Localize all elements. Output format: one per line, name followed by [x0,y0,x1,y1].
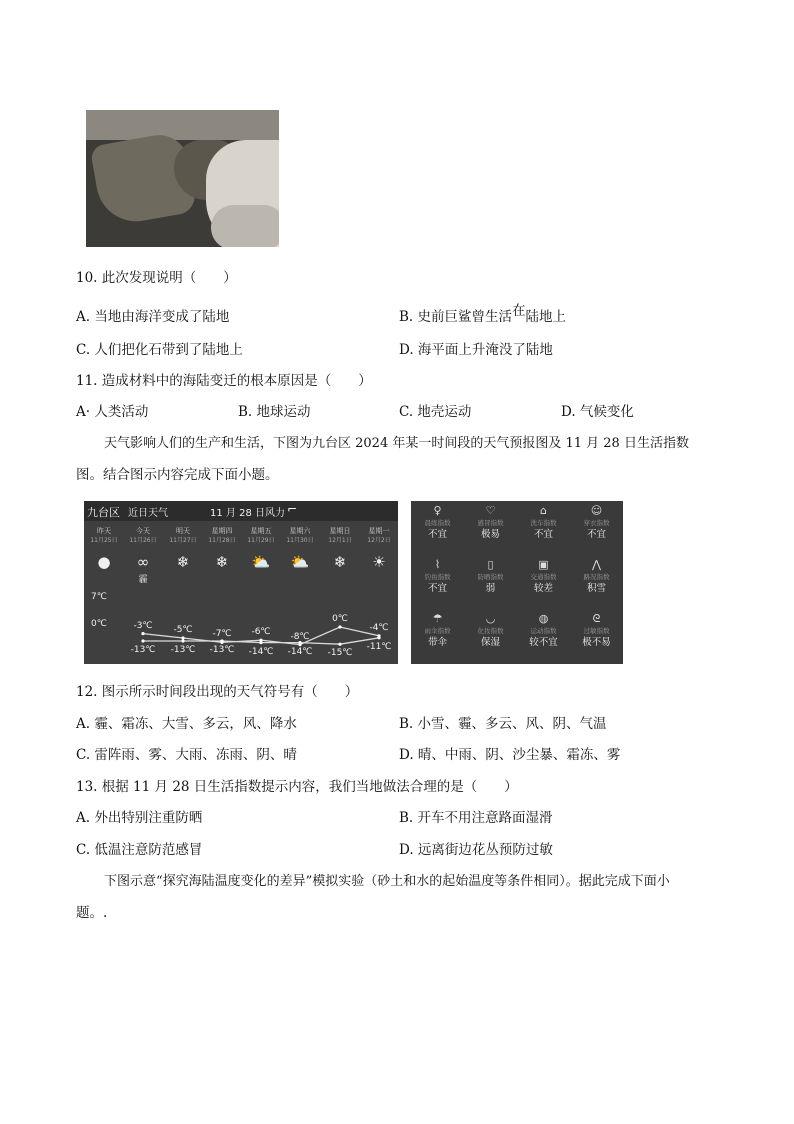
umbrella-icon: ☂ [432,612,443,625]
day-name: 星期日 [329,527,351,535]
life-index-cell [464,555,517,609]
high-temp-label: -5℃ [173,625,193,635]
life-index-value: 较不宜 [529,637,558,648]
day-name: 星期四 [211,527,233,535]
q11-option-c: C. 地壳运动 [399,404,472,420]
traffic-icon: ▣ [538,558,549,571]
low-temp-label: -13℃ [170,645,196,655]
life-index-name: 过敏指数 [583,627,610,635]
partly-cloudy-icon: ⛅ [251,553,271,571]
day-name: 星期六 [289,527,311,535]
forecast-day [164,527,202,545]
low-temp-label: -13℃ [130,645,156,655]
q12-option-d: D. 晴、中雨、阴、沙尘暴、霜冻、雾 [399,747,621,763]
low-temp-label: -14℃ [248,646,274,657]
question-11: 11. 造成材料中的海陆变迁的根本原因是（ ） [76,373,372,389]
wind-label: 11 月 28 日风力 [210,508,285,519]
intro-paragraph-line2: 图。结合图示内容完成下面小题。 [76,467,279,483]
experiment-intro-line1: 下图示意“探究海陆温度变化的差异”模拟实验（砂土和水的起始温度等条件相同）。据此完成下面小 [104,874,670,889]
day-date: 11月27日 [169,537,197,544]
life-index-name: 钓鱼指数 [424,573,451,581]
life-index-cell [464,609,517,663]
life-index-name: 晨练指数 [424,519,451,527]
low-temp-point [338,643,341,646]
forecast-day [281,527,319,545]
life-index-cell [517,555,570,609]
low-temp-point [377,636,380,639]
day-date: 11月26日 [129,537,157,544]
question-10: 10. 此次发现说明（ ） [76,270,237,286]
exercise-icon: ♀ [433,504,442,517]
life-index-cell [464,501,517,555]
high-temp-label: -8℃ [290,631,310,642]
life-index-name: 化妆指数 [477,627,504,635]
experiment-intro-line2: 题。. [76,905,108,921]
forecast-day [203,527,241,545]
low-temp-label: -13℃ [209,645,235,655]
allergy-icon: ᘓ [592,612,601,625]
q10-option-b: B. 史前巨鲨曾生活在陆地上 [399,303,567,325]
question-13: 13. 根据 11 月 28 日生活指数提示内容，我们当地做法合理的是（ ） [76,779,518,795]
life-index-cell [570,609,623,663]
makeup-icon: ◡ [485,612,496,625]
intro-paragraph-line1: 天气影响人们的生产和生活，下图为九台区 2024 年某一时间段的天气预报图及 11 月 28 日生活指数 [104,436,689,451]
life-index-name: 运动指数 [530,627,557,635]
health-icon: ♡ [485,504,496,517]
day-name: 昨天 [97,527,111,535]
q13-option-d: D. 远离街边花丛预防过敏 [399,842,553,858]
wind-flag-icon: ⌐ [287,502,298,516]
high-temp-point [141,632,144,635]
high-temp-label: -6℃ [251,627,271,638]
low-temp-label: -14℃ [287,646,313,657]
cloudy-icon: ● [97,553,111,571]
life-index-value: 不宜 [427,583,447,594]
life-index-name: 洗车指数 [530,519,557,527]
question-12: 12. 图示所示时间段出现的天气符号有（ ） [76,684,359,700]
high-temp-point [181,636,184,639]
sunscreen-icon: ▯ [487,558,494,571]
q10-option-c: C. 人们把化石带到了陆地上 [76,342,243,358]
day-date: 11月30日 [286,537,314,544]
forecast-day [124,527,162,545]
day-name: 星期五 [250,527,272,535]
q12-option-b: B. 小雪、霾、多云、风、阴、气温 [399,716,607,732]
car-wash-icon: ⌂ [540,504,547,517]
q10-option-d: D. 海平面上升淹没了陆地 [399,342,553,358]
life-index-value: 积雪 [586,583,606,594]
life-index-value: 极易 [480,529,500,540]
life-index-name: 防晒指数 [477,573,504,581]
day-date: 12月1日 [328,537,352,544]
activity-icon: ◍ [538,612,549,625]
q11-option-d: D. 气候变化 [561,404,634,420]
day-date: 11月28日 [208,537,236,544]
life-index-cell [411,555,464,609]
life-index-value: 较差 [533,583,553,594]
fossil-photo [86,110,279,247]
road-icon: ⋀ [591,558,602,571]
axis-label-bottom: 0℃ [91,619,107,629]
life-index-value: 不宜 [533,529,553,540]
low-temp-point [220,639,223,642]
day-name: 明天 [176,527,190,535]
q12-option-c: C. 雷阵雨、雾、大雨、冻雨、阴、晴 [76,747,297,763]
forecast-day [242,527,280,545]
low-temp-label: -11℃ [366,641,392,652]
axis-label-top: 7℃ [91,592,107,602]
life-index-value: 弱 [485,583,496,594]
low-temp-point [259,641,262,644]
high-temp-label: -3℃ [133,620,153,631]
life-index-value: 极不易 [582,637,611,648]
day-name: 今天 [136,527,150,535]
day-date: 11月29日 [247,537,275,544]
forecast-day [360,527,398,545]
life-index-cell [517,501,570,555]
low-temp-point [181,639,184,642]
high-temp-label: -7℃ [212,629,232,640]
q11-option-b: B. 地球运动 [238,404,311,420]
life-index-cell [570,555,623,609]
snow-icon: ❄ [176,553,190,571]
day-date: 11月25日 [90,537,118,544]
weather-forecast-panel [84,501,398,664]
weather-subtitle: 近日天气 [128,508,168,519]
q10-option-a: A. 当地由海洋变成了陆地 [76,309,230,325]
life-index-name: 雨伞指数 [424,627,451,635]
haze-label: 霾 [138,575,148,585]
forecast-day [85,527,123,545]
day-date: 12月2日 [367,537,391,544]
partly-cloudy-icon: ⛅ [290,553,310,571]
life-index-name: 路况指数 [583,573,610,581]
life-index-name: 交通指数 [530,573,557,581]
life-index-cell [411,501,464,555]
snow-icon: ❄ [333,553,347,571]
fishing-icon: ⌇ [434,558,441,571]
life-index-value: 不宜 [586,529,606,540]
life-index-cell [570,501,623,555]
high-temp-label: 0℃ [332,614,348,624]
q13-option-a: A. 外出特别注重防晒 [76,810,203,826]
life-index-value: 不宜 [427,529,447,540]
weather-location: 九台区 [87,506,120,519]
q11-option-a: A· 人类活动 [76,404,149,420]
snow-icon: ❄ [215,553,229,571]
life-index-value: 带伞 [427,637,447,648]
q12-option-a: A. 霾、霜冻、大雪、多云，风、降水 [76,716,297,732]
low-temp-point [141,639,144,642]
high-temp-label: -4℃ [369,622,389,633]
life-index-name: 感冒指数 [477,519,504,527]
low-temp-label: -15℃ [327,648,353,659]
q13-option-c: C. 低温注意防范感冒 [76,842,203,858]
life-index-panel [411,501,623,664]
high-temp-point [338,625,341,628]
sun-icon: ☀ [372,553,386,571]
life-index-cell [411,609,464,663]
life-index-cell [517,609,570,663]
life-index-name: 穿衣指数 [583,519,610,527]
life-index-value: 保湿 [480,637,500,648]
forecast-day [321,527,359,545]
dressing-icon: ☺ [590,504,603,517]
haze-icon: ∞ [136,553,150,571]
day-name: 星期一 [368,527,390,535]
q13-option-b: B. 开车不用注意路面湿滑 [399,810,553,826]
